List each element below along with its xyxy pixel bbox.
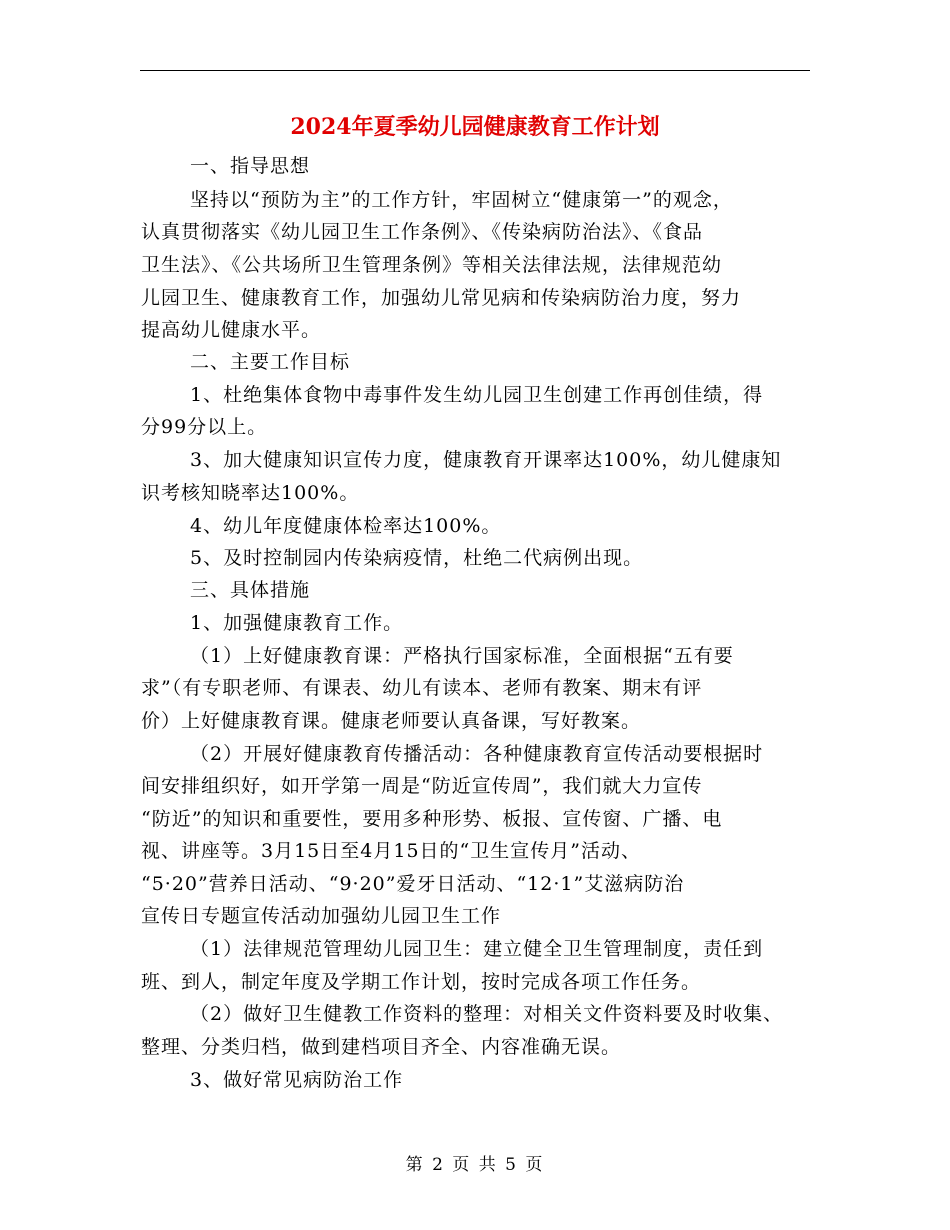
paragraph-line: 5、及时控制园内传染病疫情，杜绝二代病例出现。 — [190, 547, 644, 569]
paragraph-line: 宣传日专题宣传活动加强幼儿园卫生工作 — [141, 905, 502, 927]
paragraph-line: 视、讲座等。3月15日至4月15日的“卫生宣传月”活动、 — [141, 840, 641, 862]
paragraph-line: 间安排组织好，如开学第一周是“防近宣传周”，我们就大力宣传 — [141, 775, 703, 797]
document-title: 2024年夏季幼儿园健康教育工作计划 — [290, 114, 660, 140]
paragraph-line: （1）上好健康教育课：严格执行国家标准，全面根据“五有要 — [190, 645, 734, 667]
paragraph-line: 班、到人，制定年度及学期工作计划，按时完成各项工作任务。 — [141, 971, 702, 993]
section-heading: 三、具体措施 — [190, 579, 311, 601]
paragraph-line: 1、加强健康教育工作。 — [190, 612, 404, 634]
paragraph-line: “防近”的知识和重要性，要用多种形势、板报、宣传窗、广播、电 — [141, 808, 723, 830]
paragraph-line: 4、幼儿年度健康体检率达100%。 — [190, 515, 502, 537]
paragraph-line: 3、加大健康知识宣传力度，健康教育开课率达100%，幼儿健康知 — [190, 449, 782, 471]
paragraph-line: 识考核知晓率达100%。 — [141, 482, 360, 504]
section-heading: 一、指导思想 — [190, 155, 311, 177]
paragraph-line: “5·20”营养日活动、“9·20”爱牙日活动、“12·1”艾滋病防治 — [141, 873, 685, 895]
section-heading: 二、主要工作目标 — [190, 351, 351, 373]
paragraph-line: 求”（有专职老师、有课表、幼儿有读本、老师有教案、期末有评 — [141, 677, 703, 699]
paragraph-line: （1）法律规范管理幼儿园卫生：建立健全卫生管理制度，责任到 — [190, 938, 764, 960]
paragraph-line: 1、杜绝集体食物中毒事件发生幼儿园卫生创建工作再创佳绩，得 — [190, 384, 764, 406]
paragraph-line: 儿园卫生、健康教育工作，加强幼儿常见病和传染病防治力度，努力 — [141, 287, 742, 309]
paragraph-line: 整理、分类归档，做到建档项目齐全、内容准确无误。 — [141, 1036, 622, 1058]
paragraph-line: （2）做好卫生健教工作资料的整理：对相关文件资料要及时收集、 — [190, 1003, 784, 1025]
paragraph-line: （2）开展好健康教育传播活动：各种健康教育宣传活动要根据时 — [190, 743, 764, 765]
paragraph-line: 认真贯彻落实《幼儿园卫生工作条例》、《传染病防治法》、《食品 — [141, 221, 704, 243]
paragraph-line: 卫生法》、《公共场所卫生管理条例》等相关法律法规，法律规范幼 — [141, 254, 723, 276]
page-number: 第 2 页 共 5 页 — [405, 1155, 545, 1175]
paragraph-line: 3、做好常见病防治工作 — [190, 1069, 404, 1091]
paragraph-line: 提高幼儿健康水平。 — [141, 319, 322, 341]
paragraph-line: 价）上好健康教育课。健康老师要认真备课，写好教案。 — [141, 710, 642, 732]
paragraph-line: 坚持以“预防为主”的工作方针，牢固树立“健康第一”的观念， — [190, 189, 733, 211]
header-rule — [140, 70, 810, 71]
paragraph-line: 分99分以上。 — [141, 416, 268, 438]
